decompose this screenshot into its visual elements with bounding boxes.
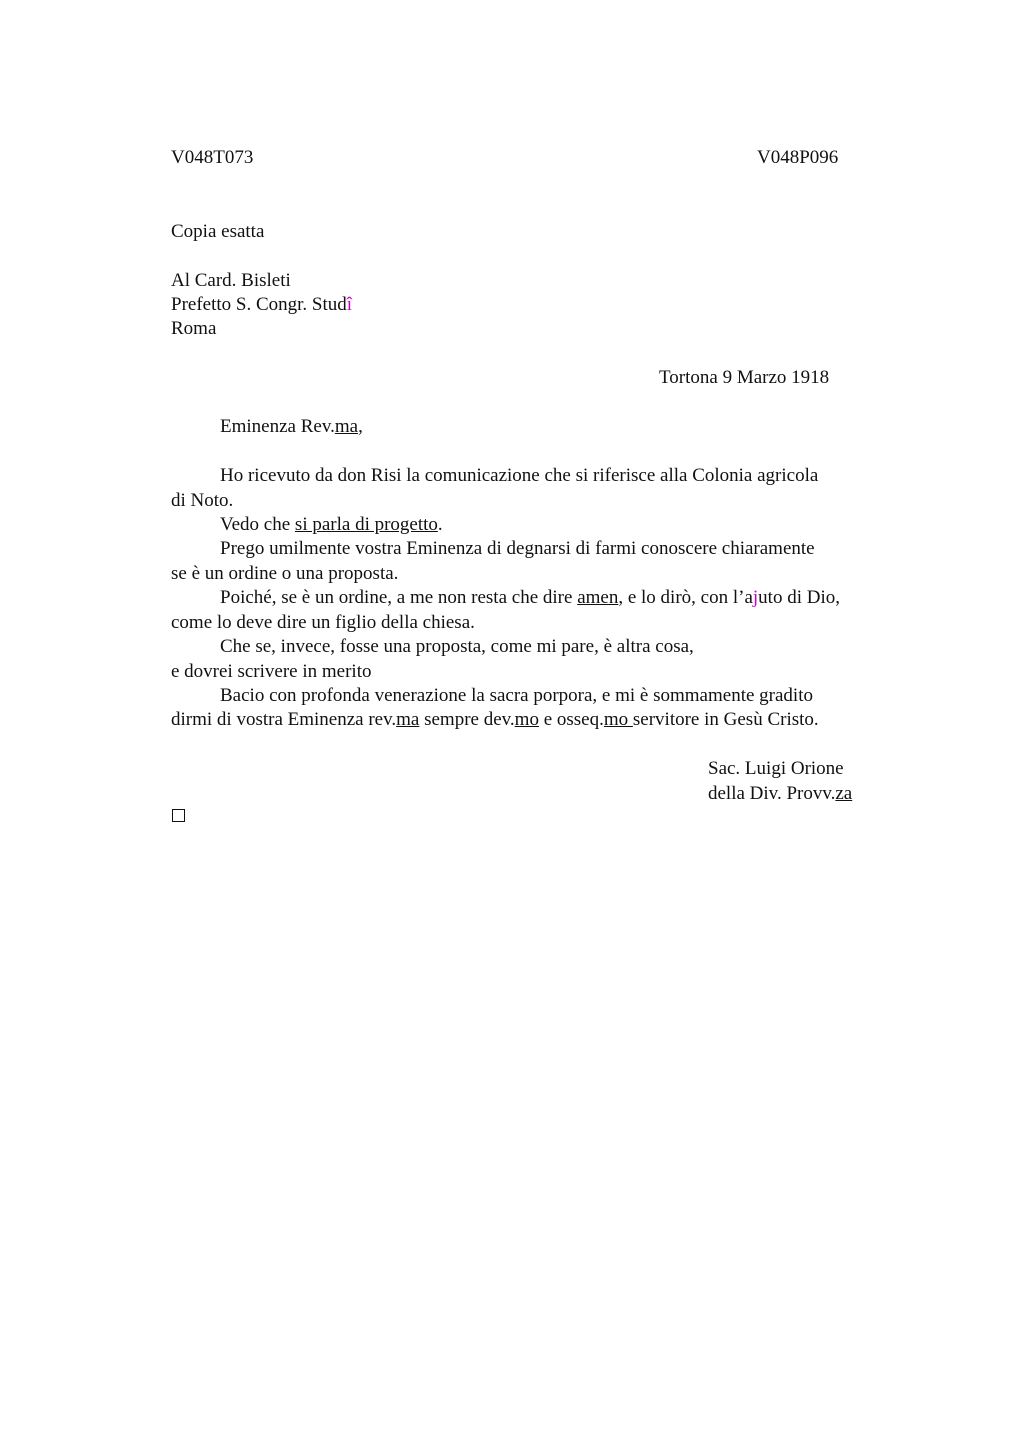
addressee-name: Al Card. Bisleti: [171, 270, 291, 291]
closing-abbr-2: mo: [514, 709, 539, 730]
addressee-title-accent: î: [346, 294, 353, 315]
paragraph-4-accent: j: [752, 587, 759, 608]
salutation-text: Eminenza Rev.: [220, 416, 335, 437]
paragraph-5-line-2: e dovrei scrivere in merito: [171, 661, 372, 682]
paragraph-3-line-2: se è un ordine o una proposta.: [171, 563, 399, 584]
paragraph-4-pre: Poiché, se è un ordine, a me non resta che dire: [220, 587, 578, 608]
paragraph-6-line-2: [171, 708, 819, 732]
copy-label: Copia esatta: [171, 221, 265, 242]
document-code-left: V048T073: [171, 147, 254, 168]
document-code-right: V048P096: [757, 147, 839, 168]
salutation-comma: ,: [358, 416, 363, 437]
paragraph-6-line-1: Bacio con profonda venerazione la sacra porpora, e mi è sommamente gradito: [220, 685, 813, 706]
empty-square-icon: [172, 809, 185, 822]
paragraph-5-line-1: Che se, invece, fosse una proposta, come mi pare, è altra cosa,: [220, 636, 694, 657]
paragraph-3-line-1: Prego umilmente vostra Eminenza di degnarsi di farmi conoscere chiaramente: [220, 538, 815, 559]
paragraph-4-post: uto di Dio,: [758, 587, 840, 608]
paragraph-2-underlined: si parla di progetto: [294, 514, 438, 535]
salutation: [220, 415, 363, 439]
addressee-city: Roma: [171, 318, 217, 339]
closing-text-d: servitore in Gesù Cristo.: [632, 709, 819, 730]
closing-abbr-3: mo: [603, 709, 633, 730]
closing-abbr-1: ma: [396, 709, 420, 730]
paragraph-2: [220, 513, 443, 537]
paragraph-1-line-1: Ho ricevuto da don Risi la comunicazione che si riferisce alla Colonia agricola: [220, 465, 819, 486]
signature-name: Sac. Luigi Orione: [708, 758, 844, 779]
closing-text-b: sempre dev.: [419, 709, 515, 730]
date-line: Tortona 9 Marzo 1918: [659, 367, 830, 388]
paragraph-4-line-2: come lo deve dire un figlio della chiesa.: [171, 612, 475, 633]
paragraph-4-underlined: amen: [577, 587, 619, 608]
paragraph-1-line-2: di Noto.: [171, 490, 234, 511]
paragraph-2-pre: Vedo che: [220, 514, 295, 535]
salutation-abbr: ma: [334, 416, 359, 437]
signature-order-text: della Div. Provv.: [708, 783, 836, 804]
closing-text-a: dirmi di vostra Eminenza rev.: [171, 709, 397, 730]
paragraph-2-post: .: [437, 514, 443, 535]
paragraph-4-line-1: [220, 586, 840, 610]
addressee-title-text: Prefetto S. Congr. Stud: [171, 294, 347, 315]
signature-order-abbr: za: [835, 783, 853, 804]
paragraph-4-mid: , e lo dirò, con l’a: [618, 587, 753, 608]
signature-order: [708, 782, 852, 806]
closing-text-c: e osseq.: [538, 709, 604, 730]
addressee-title: [171, 293, 352, 317]
